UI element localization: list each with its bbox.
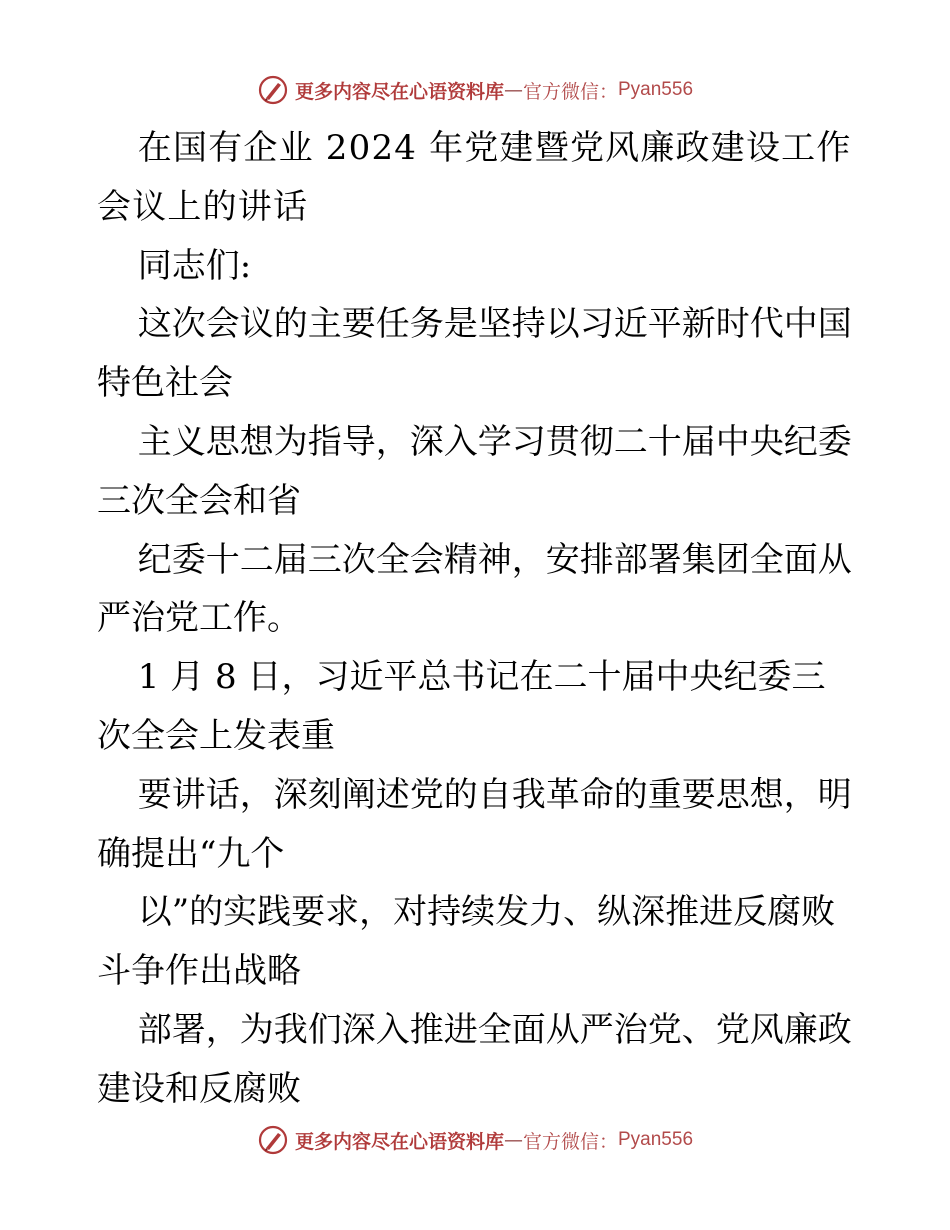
banner-separator: — [503,79,523,101]
salutation: 同志们: [137,245,252,286]
paragraph-4: 1 月 8 日，习近平总书记在二十届中央纪委三次全会上发表重 [97,657,826,756]
banner-brand-text: 更多内容尽在心语资料库 [294,80,504,103]
paragraph-6: 以”的实践要求，对持续发力、纵深推进反腐败斗争作出战略 [97,892,836,992]
footer-watermark-banner [0,1120,950,1160]
document-body [97,119,857,1119]
paragraph-3: 纪委十二届三次全会精神，安排部署集团全面从严治党工作。 [97,539,852,639]
paragraph-1: 这次会议的主要任务是坚持以习近平新时代中国特色社会 [97,304,852,404]
banner-wechat-id: Pyan556 [618,79,694,100]
pen-logo-icon [257,1124,289,1156]
banner-wechat-id: Pyan556 [618,1129,694,1150]
paragraph-7: 部署，为我们深入推进全面从严治党、党风廉政建设和反腐败 [97,1009,852,1109]
paragraph-5: 要讲话，深刻阐述党的自我革命的重要思想，明确提出“九个 [97,774,852,874]
banner-wechat-label: 官方微信： [522,1130,618,1153]
banner-wechat-label: 官方微信： [522,80,618,103]
document-title: 在国有企业 2024 年党建暨党风廉政建设工作会议上的讲话 [97,128,852,227]
header-watermark-banner [0,70,950,110]
pen-logo-icon [257,74,289,106]
paragraph-2: 主义思想为指导，深入学习贯彻二十届中央纪委三次全会和省 [97,421,852,521]
banner-brand-text: 更多内容尽在心语资料库 [294,1130,504,1153]
banner-separator: — [503,1129,523,1151]
